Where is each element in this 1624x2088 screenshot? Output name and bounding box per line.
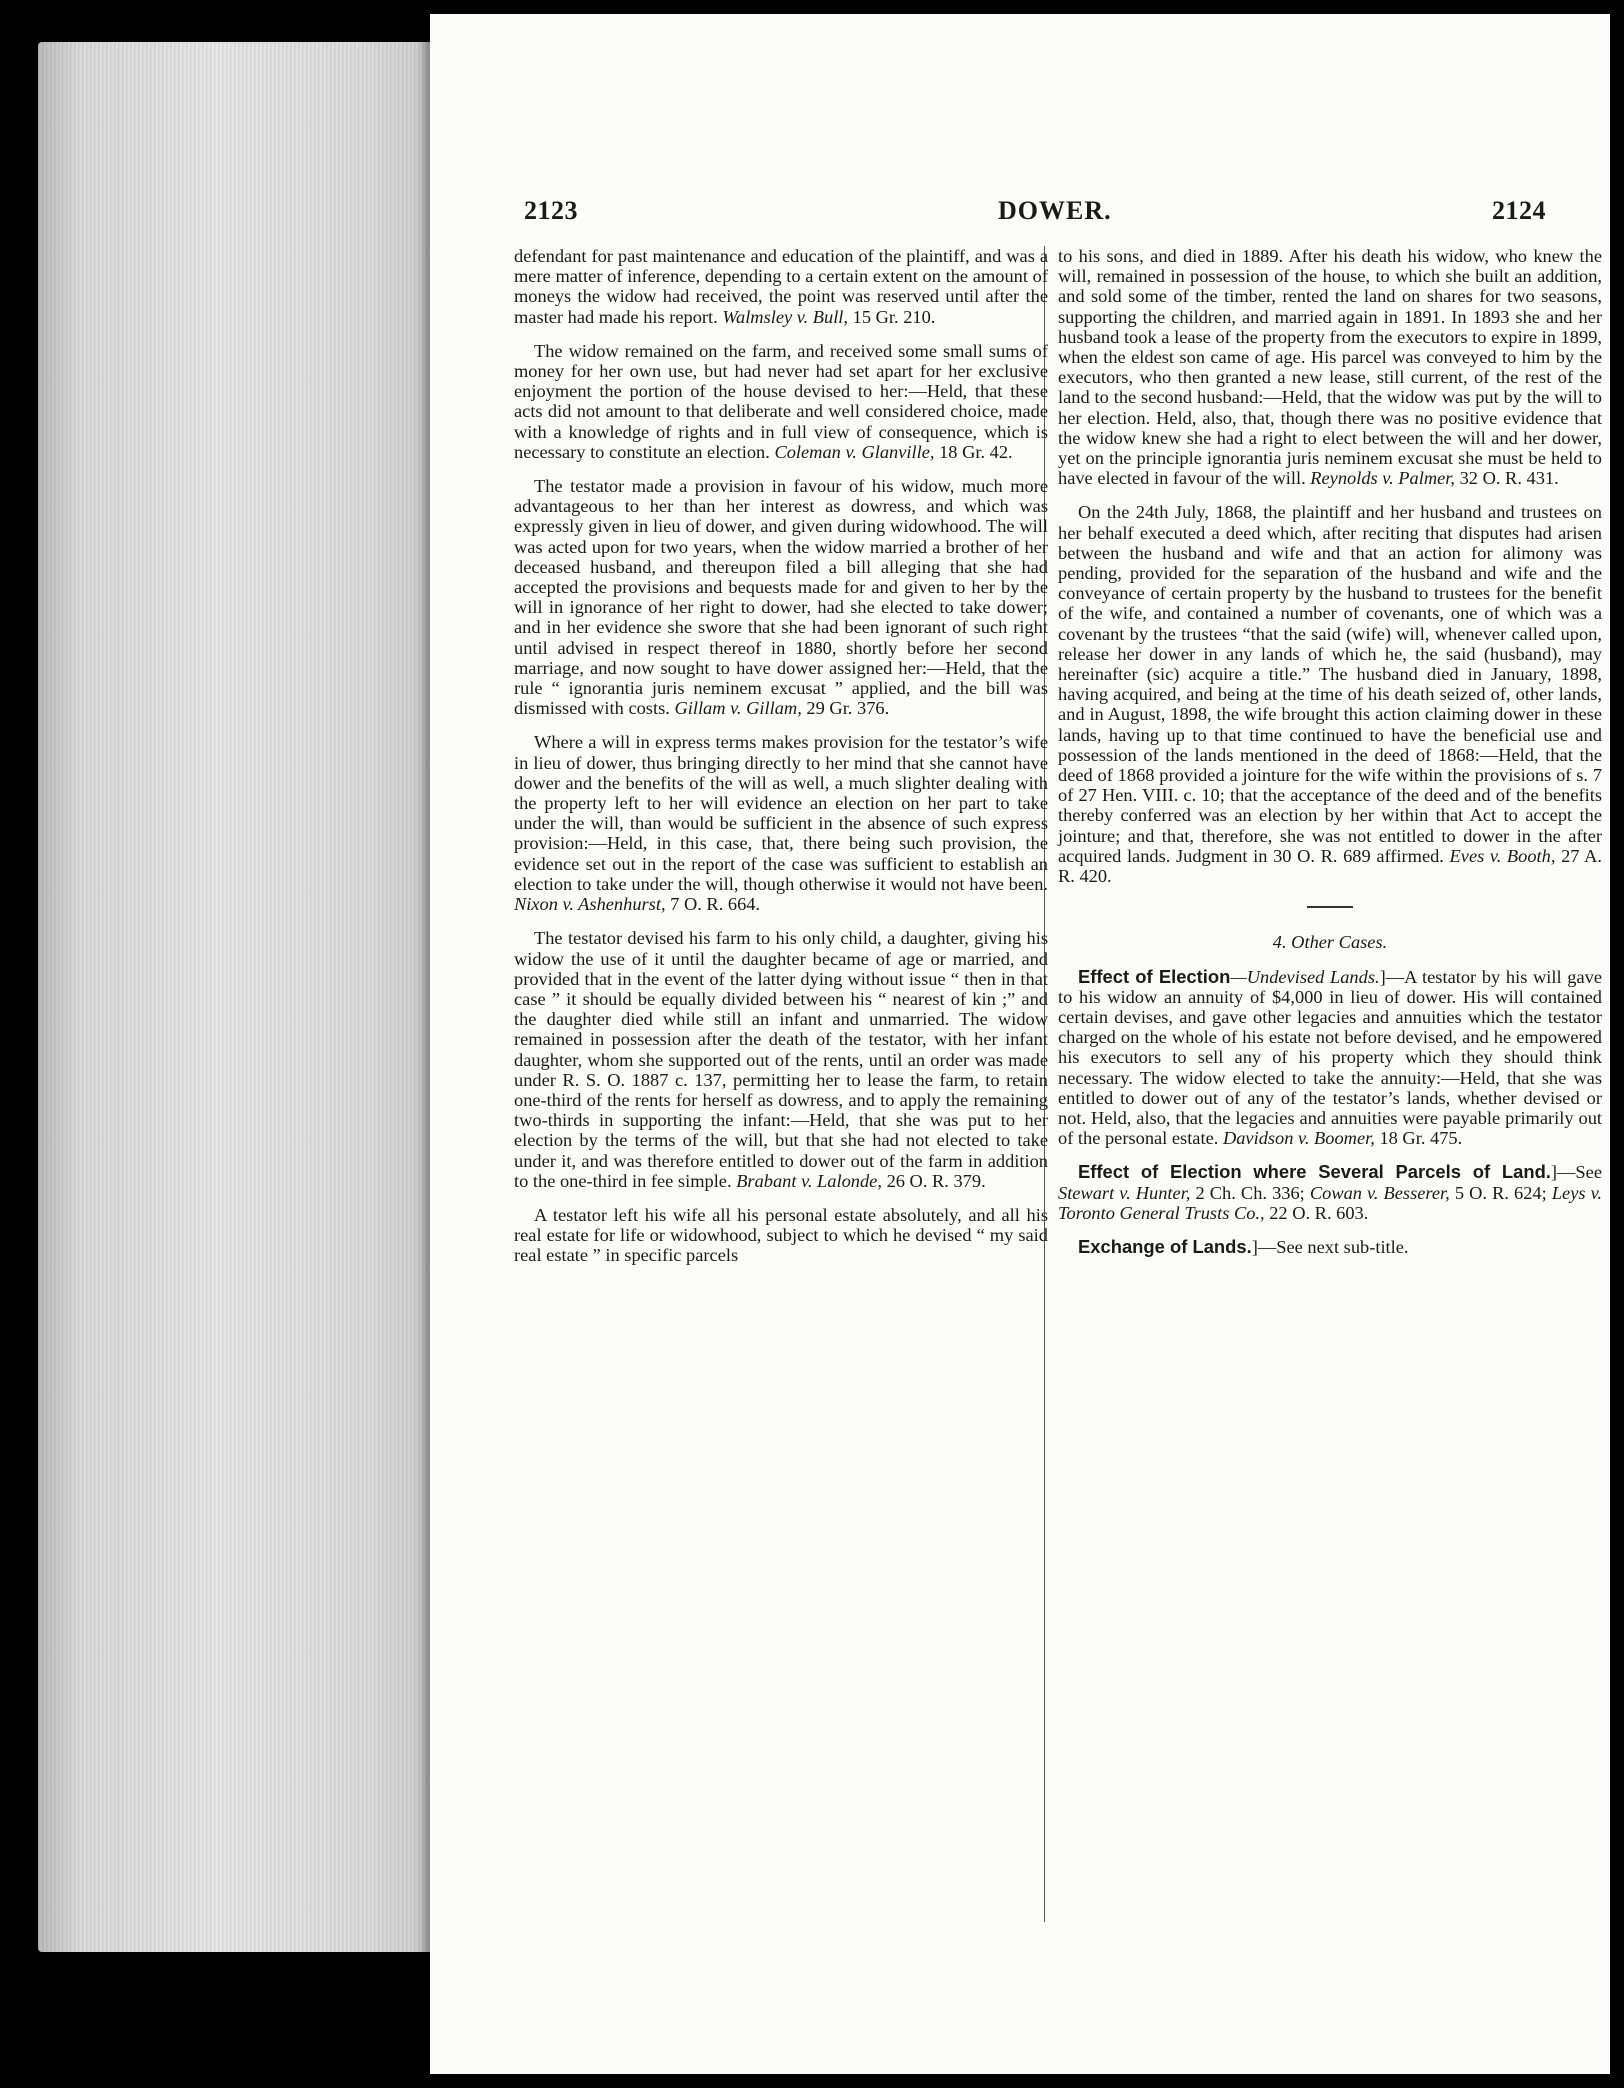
left-column [514, 246, 1048, 1280]
paragraph [514, 476, 1048, 718]
citation: 32 O. R. 431. [1459, 468, 1559, 489]
paragraph-text: ]—A testator by his will gave to his widow an annuity of $4,000 in lieu of dower. His will contained certain devises, and gave other legacies and annuities which the testator charged on the whole of his estate not before devised, and he empowered his executors to sell any of his property which they should think necessary. The widow elected to take the annuity:—Held, that she was entitled to dower out of any of the testator’s lands, whether devised or not. Held, also, that the legacies and annuities were payable primarily out of the personal estate. [1058, 966, 1603, 1149]
case-name: Leys v. Toronto General Trusts Co., [1058, 1182, 1603, 1223]
case-name: Gillam v. Gillam, [674, 698, 802, 719]
page-number-right: 2124 [1492, 196, 1546, 225]
paragraph-text: A testator left his wife all his personal estate absolutely, and all his real estate for life or widowhood, subject to which he devised “ my said real estate ” in specific parcels [514, 1204, 1048, 1266]
paragraph-text: ]—See next sub-title. [1251, 1236, 1409, 1257]
running-head: DOWER. [998, 196, 1112, 225]
paragraph [1058, 1162, 1602, 1223]
citation: 18 Gr. 475. [1379, 1128, 1463, 1149]
case-name: Cowan v. Besserer, [1309, 1182, 1450, 1203]
paragraph [514, 732, 1048, 914]
citation: 5 O. R. 624; [1454, 1182, 1547, 1203]
entry-subtitle: —Undevised Lands. [1230, 966, 1380, 987]
paragraph-text: The testator devised his farm to his only child, a daughter, giving his widow the use of it until the daughter became of age or married, and provided that in the event of the latter dying without issue “ then in that case ” it should be equally divided between his “ nearest of kin ;” and the daughter died while still an infant and unmarried. The widow remained in possession after the death of the testator, with her infant daughter, whom she supported out of the rents, until an order was made under R. S. O. 1887 c. 137, permitting her to lease the farm, to retain one-third of the rents for herself as dowress, and to apply the remaining two-thirds in supporting the infant:—Held, that she was put to her election by the terms of the will, but that she had not elected to take under it, and was therefore entitled to dower out of the farm in addition to the one-third in fee simple. [514, 928, 1048, 1191]
right-column [1058, 246, 1602, 1271]
case-name: Coleman v. Glanville, [774, 441, 935, 462]
citation: 26 O. R. 379. [886, 1170, 986, 1191]
case-name: Eves v. Booth, [1449, 845, 1556, 866]
citation: 22 O. R. 603. [1269, 1202, 1369, 1223]
book-page-edges [38, 42, 438, 1952]
citation: 27 A. R. 420. [1058, 845, 1602, 887]
case-name: Stewart v. Hunter, [1058, 1182, 1191, 1203]
case-name: Reynolds v. Palmer, [1310, 468, 1455, 489]
paragraph-text: The testator made a provision in favour of his widow, much more advantageous to her than her interest as dowress, and which was expressly given in lieu of dower, and given during widowhood. The will was acted upon for two years, when the widow married a brother of her deceased husband, and thereupon filed a bill alleging that she had accepted the provisions and bequests made for and given to her by the will in ignorance of her right to dower, had she elected to take dower; and in her evidence she swore that she had been ignorant of such right until advised in respect thereof in 1880, shortly before her second marriage, and now sought to have dower assigned her:—Held, that the rule “ ignorantia juris neminem excusat ” applied, and the bill was dismissed with costs. [514, 476, 1048, 719]
paragraph-text: On the 24th July, 1868, the plaintiff and her husband and trustees on her behalf executed a deed which, after reciting that disputes had arisen between the husband and wife and that an action for alimony was pending, provided for the separation of the husband and wife and the conveyance of certain property by the husband to trustees for the benefit of the wife, and contained a number of covenants, one of which was a covenant by the trustees “that the said (wife) will, whenever called upon, release her dower in any lands of which he, the said (husband), may hereinafter (sic) acquire a title.” The husband died in January, 1898, having acquired, and being at the time of his death seized of, other lands, and in August, 1898, the wife brought this action claiming dower in these lands, having up to that time continued to have the beneficial use and possession of the lands mentioned in the deed of 1868:—Held, that the deed of 1868 provided a jointure for the wife within the provisions of s. 7 of 27 Hen. VIII. c. 10; that the acceptance of the deed and of the benefits thereby conferred was an election by her within that Act to accept the jointure; and that, therefore, she was not entitled to dower in the after acquired lands. Judgment in 30 O. R. 689 affirmed. [1058, 502, 1602, 866]
citation: 7 O. R. 664. [670, 894, 761, 915]
section-subheading: 4. Other Cases. [1272, 932, 1388, 953]
paragraph-text: to his sons, and died in 1889. After his death his widow, who knew the will, remained in possession of the house, to which she built an addition, and sold some of the timber, rented the land on shares for two seasons, supporting the children, and married again in 1891. In 1893 she and her husband took a lease of the property from the executors to expire in 1899, when the eldest son came of age. His parcel was conveyed to him by the executors, who then granted a new lease, still current, of the rest of the land to the second husband:—Held, that the widow was put by the will to her election. Held, also, that, though there was no positive evidence that the widow knew she had a right to elect between the will and her dower, yet on the principle ignorantia juris neminem excusat she must be held to have elected in favour of the will. [1058, 246, 1602, 489]
paragraph [514, 928, 1048, 1191]
paragraph-text: Where a will in express terms makes provision for the testator’s wife in lieu of dower, thus bringing directly to her mind that she cannot have dower and the benefits of the will as well, a much slighter dealing with the property left to her will evidence an election on her part to take under the will, than would be sufficient in the absence of such express provision:—Held, in this case, that, there being such provision, the evidence set out in the report of the case was sufficient to establish an election to take under the will, though otherwise it would not have been. [514, 732, 1048, 894]
paragraph [1058, 1237, 1602, 1257]
case-name: Nixon v. Ashenhurst, [514, 894, 666, 915]
paragraph-text: The widow remained on the farm, and received some small sums of money for her own use, but had never had set apart for her exclusive enjoyment the portion of the house devised to her:—Held, that these acts did not amount to that deliberate and well considered choice, made with a knowledge of rights and in full view of consequence, which is necessary to constitute an election. [514, 340, 1048, 462]
case-name: Davidson v. Boomer, [1222, 1128, 1375, 1149]
paragraph-text: ]—See [1550, 1162, 1602, 1183]
case-name: Brabant v. Lalonde, [736, 1170, 882, 1191]
case-name: Walmsley v. Bull, [722, 306, 849, 327]
entry-title: Exchange of Lands. [1078, 1235, 1252, 1257]
page-number-left: 2123 [524, 196, 578, 225]
paragraph [1058, 246, 1602, 488]
citation: 2 Ch. Ch. 336; [1195, 1182, 1305, 1203]
book-page [430, 14, 1610, 2074]
citation: 29 Gr. 376. [806, 698, 890, 719]
paragraph [1058, 502, 1602, 886]
paragraph [514, 1205, 1048, 1266]
paragraph [1058, 967, 1602, 1149]
citation: 15 Gr. 210. [852, 306, 936, 327]
paragraph-text: defendant for past maintenance and education of the plaintiff, and was a mere matter of inference, depending to a certain extent on the amount of moneys the widow had received, the point was reserved until after the master had made his report. [514, 246, 1048, 327]
entry-title: Effect of Election [1078, 965, 1231, 987]
citation: 18 Gr. 42. [939, 441, 1013, 462]
entry-title: Effect of Election where Several Parcels of Land. [1078, 1161, 1551, 1183]
paragraph [514, 246, 1048, 327]
paragraph [514, 341, 1048, 462]
section-rule [1307, 906, 1353, 908]
